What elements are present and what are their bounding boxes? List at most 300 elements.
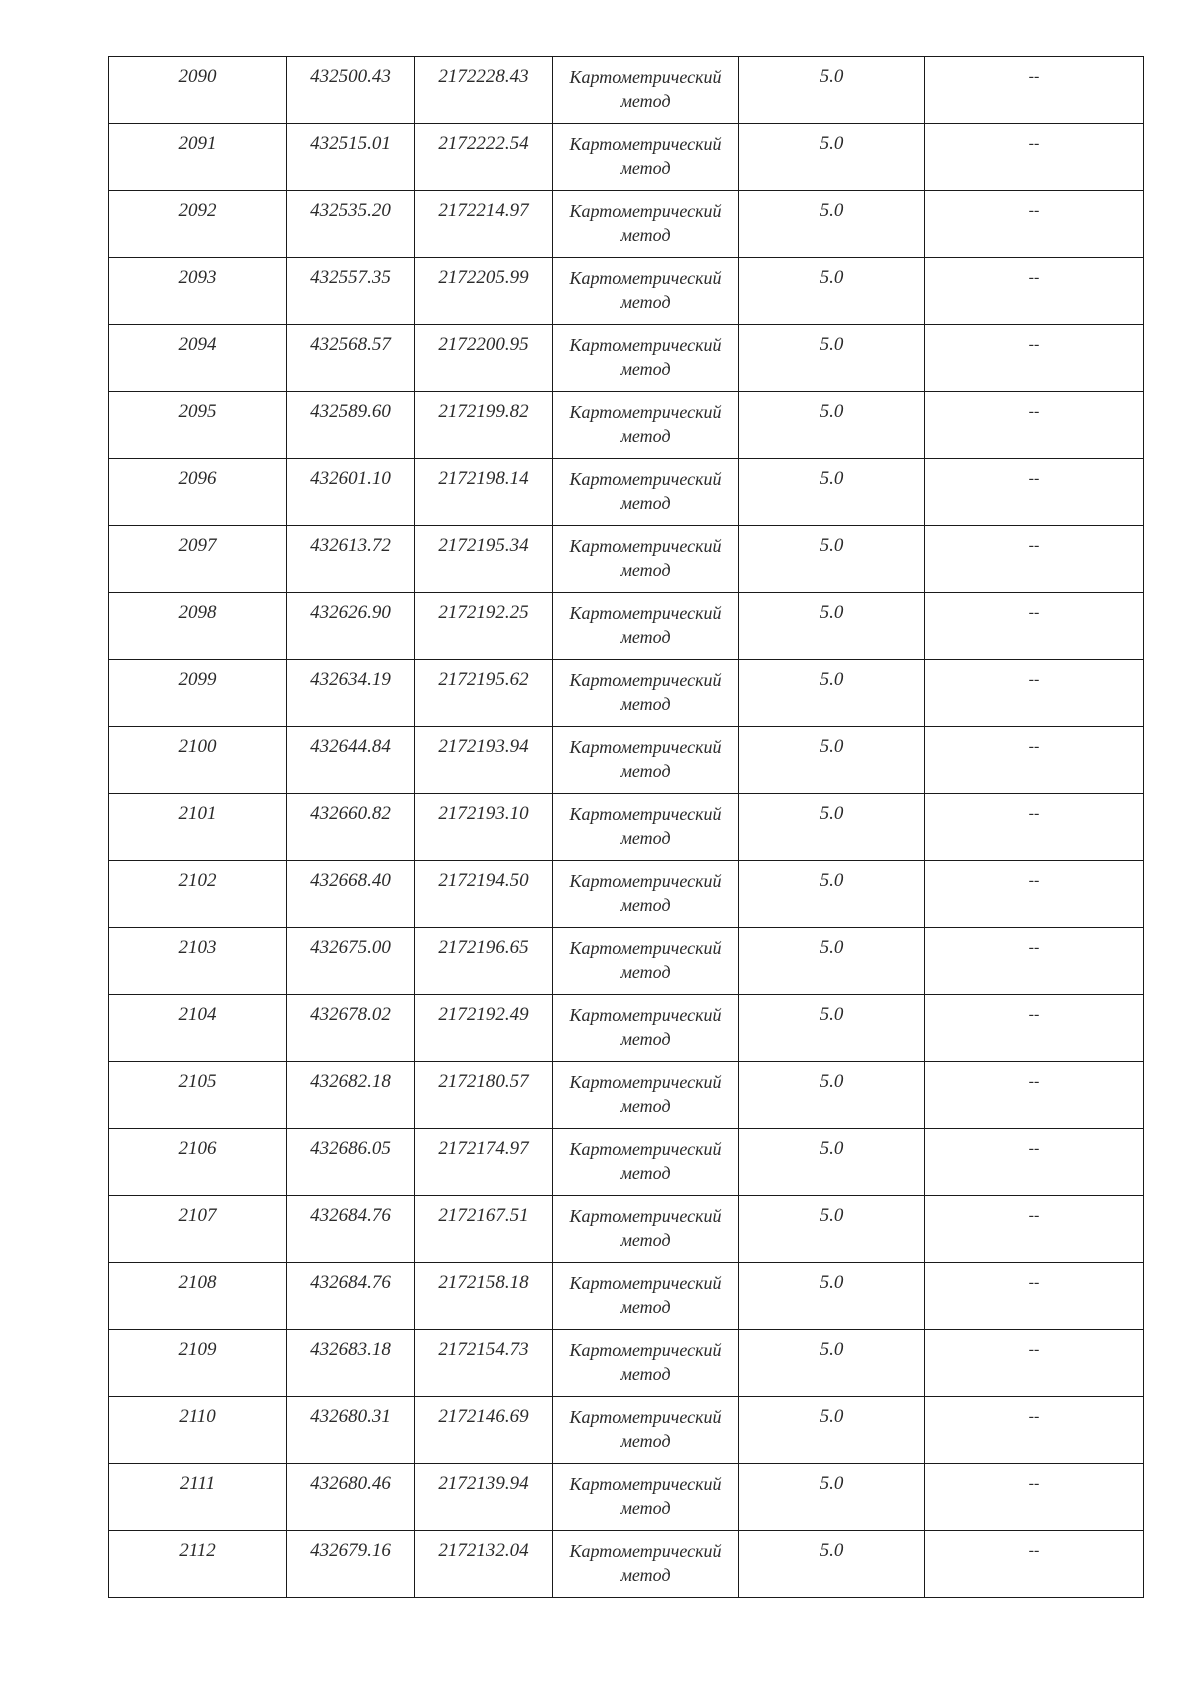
point-number: 2090: [178, 66, 217, 87]
x-coordinate: 432601.10: [310, 468, 391, 489]
point-number: 2095: [178, 401, 217, 422]
y-coordinate-cell: [415, 995, 553, 1062]
method-cell: [553, 660, 739, 727]
note-value: --: [1028, 470, 1040, 487]
method-cell: [553, 459, 739, 526]
note-cell: [925, 660, 1144, 727]
accuracy-value: 5.0: [819, 66, 844, 87]
x-coordinate: 432660.82: [310, 803, 391, 824]
method-line-2: метод: [620, 560, 671, 580]
accuracy-value: 5.0: [819, 1540, 844, 1561]
accuracy-cell: [739, 325, 925, 392]
point-number: 2098: [178, 602, 217, 623]
x-coordinate-cell: [287, 57, 415, 124]
x-coordinate: 432644.84: [310, 736, 391, 757]
note-cell: [925, 1397, 1144, 1464]
accuracy-cell: [739, 861, 925, 928]
accuracy-value: 5.0: [819, 602, 844, 623]
y-coordinate-cell: [415, 459, 553, 526]
y-coordinate: 2172167.51: [438, 1205, 529, 1226]
method-cell: [553, 593, 739, 660]
point-number: 2099: [178, 669, 217, 690]
accuracy-cell: [739, 1531, 925, 1598]
x-coordinate-cell: [287, 794, 415, 861]
method-line-1: Картометрический: [569, 1340, 722, 1360]
y-coordinate-cell: [415, 794, 553, 861]
method-cell: [553, 928, 739, 995]
note-cell: [925, 1531, 1144, 1598]
point-number: 2101: [178, 803, 217, 824]
x-coordinate: 432500.43: [310, 66, 391, 87]
note-value: --: [1028, 1140, 1040, 1157]
point-number-cell: [109, 1330, 287, 1397]
method-line-2: метод: [620, 359, 671, 379]
accuracy-cell: [739, 995, 925, 1062]
note-cell: [925, 124, 1144, 191]
accuracy-value: 5.0: [819, 267, 844, 288]
note-cell: [925, 995, 1144, 1062]
y-coordinate: 2172195.34: [438, 535, 529, 556]
method-cell: [553, 1263, 739, 1330]
point-number: 2096: [178, 468, 217, 489]
accuracy-cell: [739, 459, 925, 526]
point-number-cell: [109, 727, 287, 794]
note-value: --: [1028, 1006, 1040, 1023]
point-number: 2102: [178, 870, 217, 891]
accuracy-cell: [739, 57, 925, 124]
note-cell: [925, 459, 1144, 526]
point-number-cell: [109, 57, 287, 124]
method-cell: [553, 1531, 739, 1598]
x-coordinate-cell: [287, 1531, 415, 1598]
point-number: 2103: [178, 937, 217, 958]
method-line-2: метод: [620, 962, 671, 982]
y-coordinate-cell: [415, 660, 553, 727]
x-coordinate-cell: [287, 660, 415, 727]
y-coordinate-cell: [415, 1196, 553, 1263]
note-cell: [925, 593, 1144, 660]
method-text: [553, 995, 738, 1051]
method-text: [553, 392, 738, 448]
note-value: --: [1028, 604, 1040, 621]
method-line-1: Картометрический: [569, 1474, 722, 1494]
method-line-1: Картометрический: [569, 1072, 722, 1092]
method-line-1: Картометрический: [569, 536, 722, 556]
method-cell: [553, 1464, 739, 1531]
y-coordinate: 2172195.62: [438, 669, 529, 690]
y-coordinate-cell: [415, 861, 553, 928]
point-number: 2097: [178, 535, 217, 556]
x-coordinate: 432678.02: [310, 1004, 391, 1025]
method-text: [553, 191, 738, 247]
method-text: [553, 727, 738, 783]
method-text: [553, 928, 738, 984]
method-cell: [553, 191, 739, 258]
point-number: 2112: [179, 1540, 216, 1561]
table-row: [109, 392, 1144, 459]
x-coordinate-cell: [287, 124, 415, 191]
method-cell: [553, 727, 739, 794]
accuracy-value: 5.0: [819, 736, 844, 757]
method-cell: [553, 392, 739, 459]
point-number-cell: [109, 861, 287, 928]
method-line-1: Картометрический: [569, 1407, 722, 1427]
x-coordinate: 432680.46: [310, 1473, 391, 1494]
note-cell: [925, 861, 1144, 928]
table-row: [109, 727, 1144, 794]
point-number: 2093: [178, 267, 217, 288]
table-row: [109, 1531, 1144, 1598]
y-coordinate: 2172214.97: [438, 200, 529, 221]
point-number-cell: [109, 1263, 287, 1330]
x-coordinate: 432613.72: [310, 535, 391, 556]
method-line-2: метод: [620, 292, 671, 312]
accuracy-cell: [739, 1196, 925, 1263]
method-line-2: метод: [620, 828, 671, 848]
y-coordinate: 2172222.54: [438, 133, 529, 154]
accuracy-value: 5.0: [819, 200, 844, 221]
point-number: 2110: [179, 1406, 216, 1427]
method-text: [553, 1464, 738, 1520]
note-value: --: [1028, 135, 1040, 152]
method-line-2: метод: [620, 1163, 671, 1183]
point-number-cell: [109, 928, 287, 995]
x-coordinate-cell: [287, 1397, 415, 1464]
note-value: --: [1028, 403, 1040, 420]
table-row: [109, 57, 1144, 124]
note-cell: [925, 526, 1144, 593]
point-number-cell: [109, 1129, 287, 1196]
x-coordinate: 432568.57: [310, 334, 391, 355]
accuracy-value: 5.0: [819, 401, 844, 422]
y-coordinate: 2172192.49: [438, 1004, 529, 1025]
y-coordinate-cell: [415, 57, 553, 124]
accuracy-value: 5.0: [819, 1339, 844, 1360]
x-coordinate-cell: [287, 1196, 415, 1263]
x-coordinate-cell: [287, 1464, 415, 1531]
method-line-2: метод: [620, 627, 671, 647]
note-value: --: [1028, 805, 1040, 822]
note-value: --: [1028, 671, 1040, 688]
accuracy-cell: [739, 124, 925, 191]
note-cell: [925, 325, 1144, 392]
x-coordinate-cell: [287, 1330, 415, 1397]
point-number: 2091: [178, 133, 217, 154]
method-line-2: метод: [620, 761, 671, 781]
method-line-2: метод: [620, 493, 671, 513]
table-row: [109, 124, 1144, 191]
y-coordinate: 2172193.10: [438, 803, 529, 824]
method-cell: [553, 325, 739, 392]
note-value: --: [1028, 1073, 1040, 1090]
x-coordinate-cell: [287, 928, 415, 995]
method-line-1: Картометрический: [569, 268, 722, 288]
note-value: --: [1028, 1341, 1040, 1358]
accuracy-cell: [739, 191, 925, 258]
accuracy-cell: [739, 1129, 925, 1196]
method-text: [553, 258, 738, 314]
method-line-1: Картометрический: [569, 871, 722, 891]
method-line-2: метод: [620, 1297, 671, 1317]
method-line-2: метод: [620, 694, 671, 714]
note-cell: [925, 258, 1144, 325]
x-coordinate: 432683.18: [310, 1339, 391, 1360]
method-line-1: Картометрический: [569, 804, 722, 824]
table-row: [109, 459, 1144, 526]
x-coordinate-cell: [287, 191, 415, 258]
y-coordinate-cell: [415, 593, 553, 660]
method-line-1: Картометрический: [569, 1139, 722, 1159]
point-number: 2092: [178, 200, 217, 221]
note-value: --: [1028, 1274, 1040, 1291]
y-coordinate: 2172198.14: [438, 468, 529, 489]
x-coordinate-cell: [287, 459, 415, 526]
method-line-2: метод: [620, 1431, 671, 1451]
y-coordinate-cell: [415, 1464, 553, 1531]
y-coordinate-cell: [415, 325, 553, 392]
y-coordinate-cell: [415, 526, 553, 593]
x-coordinate: 432682.18: [310, 1071, 391, 1092]
method-line-1: Картометрический: [569, 737, 722, 757]
method-line-2: метод: [620, 1230, 671, 1250]
y-coordinate: 2172205.99: [438, 267, 529, 288]
y-coordinate: 2172158.18: [438, 1272, 529, 1293]
method-text: [553, 124, 738, 180]
y-coordinate-cell: [415, 191, 553, 258]
point-number: 2109: [178, 1339, 217, 1360]
point-number: 2106: [178, 1138, 217, 1159]
y-coordinate: 2172180.57: [438, 1071, 529, 1092]
table-row: [109, 1464, 1144, 1531]
method-text: [553, 1330, 738, 1386]
method-text: [553, 1263, 738, 1319]
point-number-cell: [109, 526, 287, 593]
y-coordinate-cell: [415, 1330, 553, 1397]
method-text: [553, 1196, 738, 1252]
method-text: [553, 459, 738, 515]
note-cell: [925, 392, 1144, 459]
method-cell: [553, 995, 739, 1062]
method-line-1: Картометрический: [569, 67, 722, 87]
method-line-1: Картометрический: [569, 469, 722, 489]
accuracy-value: 5.0: [819, 133, 844, 154]
y-coordinate-cell: [415, 1397, 553, 1464]
point-number-cell: [109, 660, 287, 727]
table-row: [109, 593, 1144, 660]
y-coordinate-cell: [415, 928, 553, 995]
method-line-1: Картометрический: [569, 402, 722, 422]
x-coordinate-cell: [287, 995, 415, 1062]
note-cell: [925, 1330, 1144, 1397]
accuracy-cell: [739, 794, 925, 861]
x-coordinate-cell: [287, 1129, 415, 1196]
method-cell: [553, 1062, 739, 1129]
note-cell: [925, 1263, 1144, 1330]
method-text: [553, 660, 738, 716]
point-number-cell: [109, 124, 287, 191]
method-line-1: Картометрический: [569, 201, 722, 221]
point-number: 2104: [178, 1004, 217, 1025]
method-line-1: Картометрический: [569, 335, 722, 355]
note-value: --: [1028, 1408, 1040, 1425]
method-line-1: Картометрический: [569, 1541, 722, 1561]
accuracy-value: 5.0: [819, 535, 844, 556]
method-line-2: метод: [620, 158, 671, 178]
accuracy-value: 5.0: [819, 334, 844, 355]
accuracy-cell: [739, 258, 925, 325]
point-number: 2111: [179, 1473, 216, 1494]
accuracy-value: 5.0: [819, 803, 844, 824]
note-cell: [925, 1196, 1144, 1263]
note-cell: [925, 1464, 1144, 1531]
method-text: [553, 1062, 738, 1118]
method-line-1: Картометрический: [569, 603, 722, 623]
accuracy-cell: [739, 928, 925, 995]
method-text: [553, 1531, 738, 1587]
accuracy-cell: [739, 1330, 925, 1397]
y-coordinate: 2172132.04: [438, 1540, 529, 1561]
method-line-1: Картометрический: [569, 134, 722, 154]
method-cell: [553, 1196, 739, 1263]
accuracy-cell: [739, 1397, 925, 1464]
point-number-cell: [109, 1062, 287, 1129]
x-coordinate-cell: [287, 392, 415, 459]
note-value: --: [1028, 68, 1040, 85]
point-number-cell: [109, 258, 287, 325]
note-cell: [925, 1062, 1144, 1129]
x-coordinate-cell: [287, 526, 415, 593]
point-number: 2107: [178, 1205, 217, 1226]
table-row: [109, 1263, 1144, 1330]
method-line-1: Картометрический: [569, 670, 722, 690]
accuracy-cell: [739, 526, 925, 593]
point-number-cell: [109, 995, 287, 1062]
x-coordinate-cell: [287, 727, 415, 794]
method-cell: [553, 526, 739, 593]
point-number-cell: [109, 325, 287, 392]
point-number-cell: [109, 459, 287, 526]
note-cell: [925, 191, 1144, 258]
x-coordinate: 432684.76: [310, 1205, 391, 1226]
coordinates-table: [108, 56, 1144, 1598]
accuracy-cell: [739, 727, 925, 794]
y-coordinate-cell: [415, 124, 553, 191]
note-value: --: [1028, 269, 1040, 286]
note-value: --: [1028, 872, 1040, 889]
x-coordinate: 432679.16: [310, 1540, 391, 1561]
x-coordinate-cell: [287, 593, 415, 660]
note-value: --: [1028, 1542, 1040, 1559]
y-coordinate: 2172200.95: [438, 334, 529, 355]
accuracy-value: 5.0: [819, 1071, 844, 1092]
table-row: [109, 1397, 1144, 1464]
y-coordinate: 2172228.43: [438, 66, 529, 87]
method-text: [553, 1129, 738, 1185]
y-coordinate-cell: [415, 1263, 553, 1330]
accuracy-cell: [739, 1263, 925, 1330]
note-cell: [925, 794, 1144, 861]
method-cell: [553, 1129, 739, 1196]
method-text: [553, 526, 738, 582]
method-cell: [553, 794, 739, 861]
table-row: [109, 660, 1144, 727]
accuracy-cell: [739, 660, 925, 727]
accuracy-value: 5.0: [819, 669, 844, 690]
accuracy-value: 5.0: [819, 1272, 844, 1293]
table-row: [109, 191, 1144, 258]
y-coordinate-cell: [415, 1062, 553, 1129]
accuracy-value: 5.0: [819, 1406, 844, 1427]
note-value: --: [1028, 738, 1040, 755]
method-line-2: метод: [620, 225, 671, 245]
method-line-2: метод: [620, 1565, 671, 1585]
table-row: [109, 526, 1144, 593]
accuracy-cell: [739, 1062, 925, 1129]
x-coordinate: 432589.60: [310, 401, 391, 422]
x-coordinate: 432626.90: [310, 602, 391, 623]
note-value: --: [1028, 537, 1040, 554]
accuracy-value: 5.0: [819, 1205, 844, 1226]
method-line-2: метод: [620, 895, 671, 915]
method-text: [553, 1397, 738, 1453]
x-coordinate: 432557.35: [310, 267, 391, 288]
note-cell: [925, 57, 1144, 124]
method-text: [553, 325, 738, 381]
x-coordinate: 432634.19: [310, 669, 391, 690]
method-line-2: метод: [620, 91, 671, 111]
y-coordinate: 2172192.25: [438, 602, 529, 623]
y-coordinate: 2172174.97: [438, 1138, 529, 1159]
method-line-1: Картометрический: [569, 1005, 722, 1025]
table-row: [109, 1196, 1144, 1263]
note-value: --: [1028, 1475, 1040, 1492]
x-coordinate: 432515.01: [310, 133, 391, 154]
note-value: --: [1028, 939, 1040, 956]
method-cell: [553, 57, 739, 124]
method-line-2: метод: [620, 1498, 671, 1518]
point-number: 2105: [178, 1071, 217, 1092]
accuracy-cell: [739, 1464, 925, 1531]
x-coordinate: 432686.05: [310, 1138, 391, 1159]
point-number-cell: [109, 593, 287, 660]
point-number: 2094: [178, 334, 217, 355]
method-cell: [553, 124, 739, 191]
y-coordinate: 2172193.94: [438, 736, 529, 757]
point-number-cell: [109, 1196, 287, 1263]
accuracy-value: 5.0: [819, 1138, 844, 1159]
table-row: [109, 928, 1144, 995]
note-value: --: [1028, 202, 1040, 219]
x-coordinate: 432675.00: [310, 937, 391, 958]
accuracy-cell: [739, 392, 925, 459]
accuracy-value: 5.0: [819, 870, 844, 891]
y-coordinate: 2172199.82: [438, 401, 529, 422]
method-line-2: метод: [620, 1364, 671, 1384]
accuracy-value: 5.0: [819, 1004, 844, 1025]
point-number-cell: [109, 1397, 287, 1464]
accuracy-value: 5.0: [819, 468, 844, 489]
table-row: [109, 325, 1144, 392]
method-line-1: Картометрический: [569, 1273, 722, 1293]
x-coordinate-cell: [287, 1062, 415, 1129]
method-text: [553, 794, 738, 850]
y-coordinate-cell: [415, 392, 553, 459]
point-number-cell: [109, 1531, 287, 1598]
note-cell: [925, 727, 1144, 794]
table-row: [109, 258, 1144, 325]
accuracy-cell: [739, 593, 925, 660]
x-coordinate-cell: [287, 258, 415, 325]
